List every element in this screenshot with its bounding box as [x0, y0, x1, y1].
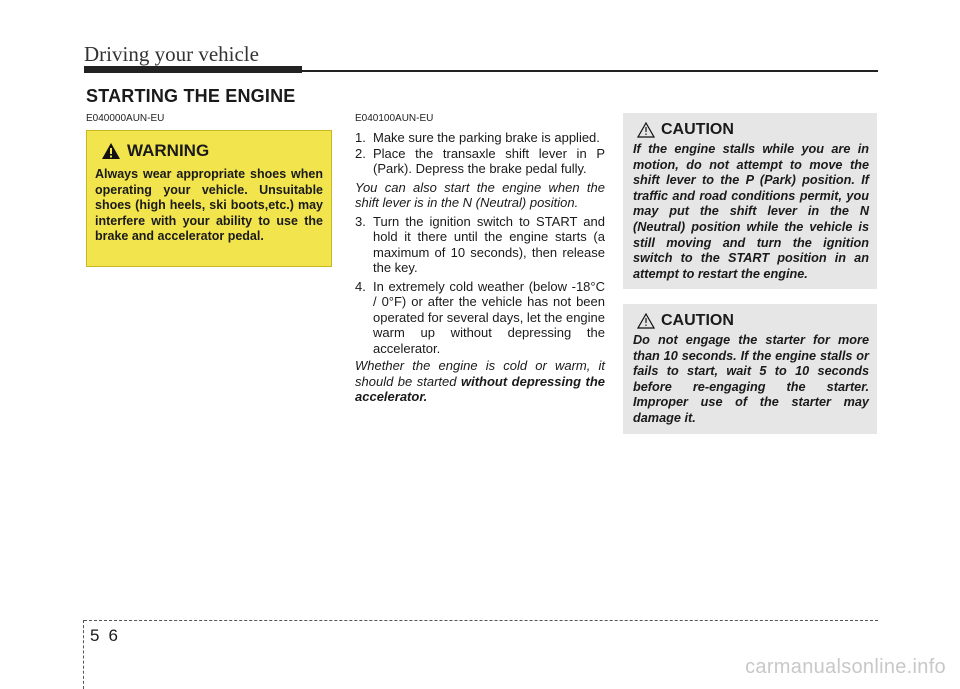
instructions-column	[355, 130, 605, 405]
warning-box	[86, 130, 332, 267]
footer-divider	[83, 620, 84, 689]
warning-text: Always wear appropriate shoes when operating your vehicle. Unsuitable shoes (high heels, ski boots,etc.) may interfere with your ability to use the brake and accelerator pedal.	[95, 167, 323, 243]
caution-text: Do not engage the starter for more than 10 seconds. If the engine stalls or fails to start, wait 5 to 10 seconds before re-engaging the starter. Improper use of the starter may damage it.	[633, 333, 869, 425]
final-note-emphasis: without depressing the accelerator.	[355, 373, 605, 404]
caution-header	[637, 312, 869, 330]
caution-box-stall	[623, 113, 877, 289]
step-text: Turn the ignition switch to START and hold it there until the engine starts (a maximum of 10 seconds), then release the key.	[373, 213, 605, 275]
caution-title: CAUTION	[661, 312, 734, 329]
step-number: 3.	[355, 213, 366, 229]
caution-triangle-icon	[637, 313, 655, 329]
reference-code-middle: E040100AUN-EU	[355, 113, 434, 124]
page-number: 56	[90, 626, 127, 645]
section-title: STARTING THE ENGINE	[86, 86, 296, 106]
caution-triangle-icon	[637, 122, 655, 138]
final-note	[355, 358, 605, 405]
caution-box-starter	[623, 304, 877, 434]
step-number: 2.	[355, 145, 366, 161]
step-text: Make sure the parking brake is applied.	[373, 130, 600, 145]
neutral-start-note: You can also start the engine when the shift lever is in the N (Neutral) position.	[355, 179, 605, 210]
step-1	[355, 130, 605, 146]
reference-code-left: E040000AUN-EU	[86, 113, 165, 124]
caution-header	[637, 121, 869, 139]
warning-triangle-icon	[101, 142, 121, 160]
caution-text: If the engine stalls while you are in motion, do not attempt to move the shift lever to the P (Park) position. If traffic and road conditions permit, you may put the shift lever in the N (Neutral) position while the vehicle is still moving and turn the ignition switch to the START position in an attempt to restart the engine.	[633, 142, 869, 281]
warning-header	[101, 141, 323, 161]
final-note-text: Whether the engine is cold or warm, it should be started	[355, 358, 605, 389]
step-3	[355, 214, 605, 276]
step-4	[355, 279, 605, 357]
warning-title: WARNING	[127, 141, 210, 160]
header-accent-bar	[84, 66, 302, 73]
step-number: 4.	[355, 278, 366, 294]
caution-title: CAUTION	[661, 121, 734, 138]
watermark: carmanualsonline.info	[745, 656, 946, 678]
footer-rule	[84, 620, 878, 621]
step-2	[355, 146, 605, 177]
chapter-title: Driving your vehicle	[84, 42, 259, 66]
step-number: 1.	[355, 130, 366, 145]
step-text: Place the transaxle shift lever in P (Park). Depress the brake pedal fully.	[373, 145, 605, 176]
step-text: In extremely cold weather (below -18°C / 0°F) or after the vehicle has not been operated for several days, let the engine warm up without depressing the accelerator.	[373, 278, 605, 356]
